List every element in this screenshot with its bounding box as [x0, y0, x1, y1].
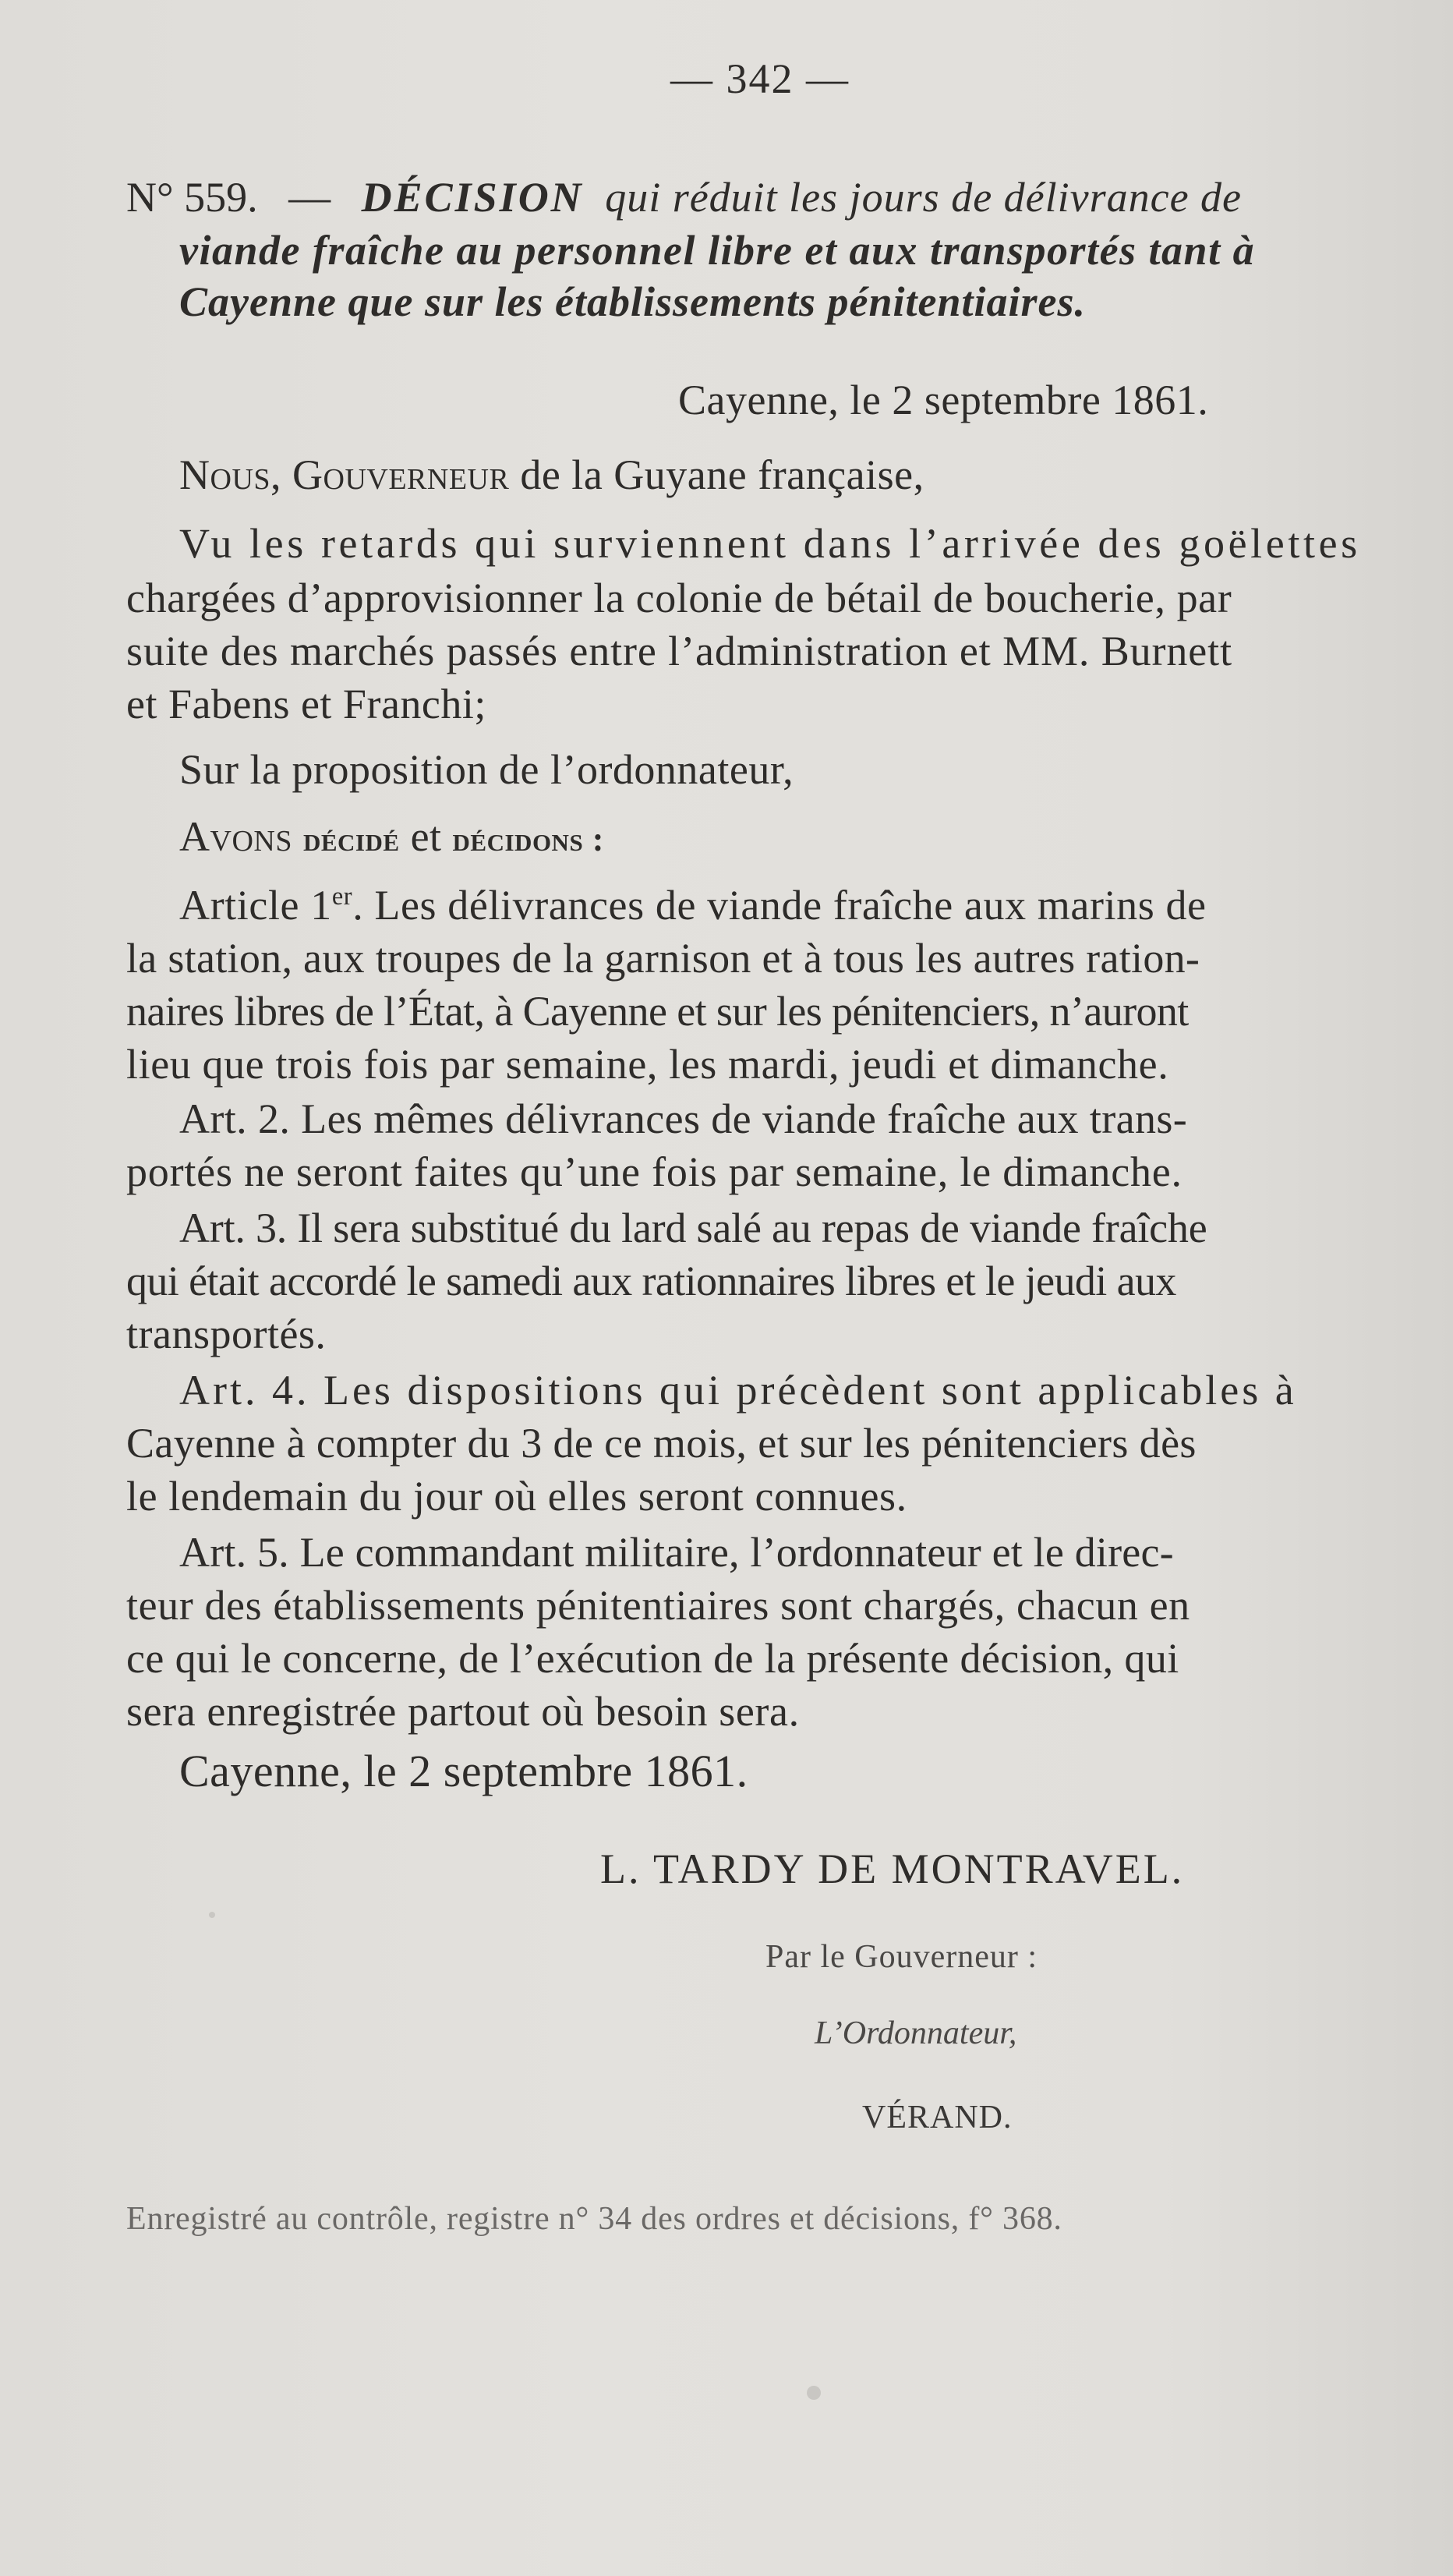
proposition: Sur la proposition de l’ordonnateur,	[179, 746, 794, 793]
avons-word: Avons	[179, 813, 292, 860]
article-4-line-1	[179, 1366, 1367, 1414]
heading-dash: —	[288, 174, 331, 221]
vu-line-2: chargées d’approvisionner la colonie de bétail de boucherie, par	[126, 575, 1232, 621]
article-3-line-1: Art. 3. Il sera substitué du lard salé au repas de viande fraîche	[179, 1205, 1207, 1251]
dateline: Cayenne, le 2 septembre 1861.	[678, 377, 1209, 423]
article-4-line-3: le lendemain du jour où elles seront connues.	[126, 1473, 907, 1520]
registration-note: Enregistré au contrôle, registre n° 34 des ordres et décisions, f° 368.	[126, 2201, 1062, 2237]
article-1-line-3: naires libres de l’État, à Cayenne et sur les pénitenciers, n’auront	[126, 988, 1189, 1035]
vu-line-1-text: Vu les retards qui surviennent dans l’arrivée des goëlettes	[179, 520, 1361, 567]
decidons-word: décidons :	[452, 820, 604, 858]
decision-heading-line-3: Cayenne que sur les établissements pénitentiaires.	[179, 278, 1087, 325]
vu-line-4: et Fabens et Franchi;	[126, 681, 486, 727]
article-2-line-2: portés ne seront faites qu’une fois par semaine, le dimanche.	[126, 1148, 1183, 1195]
article-1-line-2: la station, aux troupes de la garnison et à tous les autres ration-	[126, 935, 1200, 982]
article-1-line-4: lieu que trois fois par semaine, les mardi, jeudi et dimanche.	[126, 1041, 1169, 1088]
preamble-rest: de la Guyane française,	[520, 451, 924, 498]
decision-heading-line-2: viande fraîche au personnel libre et aux transportés tant à	[179, 227, 1256, 274]
vu-line-1	[179, 519, 1367, 568]
nous-word: Nous	[179, 451, 271, 498]
vu-line-3: suite des marchés passés entre l’administration et MM. Burnett	[126, 628, 1232, 674]
decision-number: N° 559.	[126, 174, 258, 221]
par-le-gouverneur: Par le Gouverneur :	[765, 1939, 1038, 1975]
article-5-line-4: sera enregistrée partout où besoin sera.	[126, 1688, 800, 1735]
article-3-line-2: qui était accordé le samedi aux rationnaires libres et le jeudi aux	[126, 1258, 1176, 1304]
decision-title-rest: qui réduit les jours de délivrance de	[605, 174, 1243, 221]
et-word: et	[410, 813, 442, 860]
article-3-line-3: transportés.	[126, 1311, 327, 1357]
signatory-name: L. TARDY DE MONTRAVEL.	[600, 1845, 1185, 1892]
article-4-line-1-text: Art. 4. Les dispositions qui précèdent sont applicables à	[179, 1367, 1297, 1414]
decision-heading-line-1	[126, 173, 1242, 221]
decide-word: décidé	[302, 820, 400, 858]
ordonnateur-role: L’Ordonnateur,	[815, 2015, 1017, 2051]
paper-speck	[807, 2386, 821, 2400]
decision-title: DÉCISION	[361, 174, 584, 221]
article-1-line-1	[179, 881, 1207, 929]
article-1-label: Article 1	[179, 882, 332, 929]
article-2-line-1: Art. 2. Les mêmes délivrances de viande fraîche aux trans-	[179, 1095, 1188, 1142]
avons-decide	[179, 812, 604, 861]
closing-date: Cayenne, le 2 septembre 1861.	[179, 1746, 748, 1796]
article-5-line-3: ce qui le concerne, de l’exécution de la présente décision, qui	[126, 1635, 1179, 1682]
gouverneur-word: Gouverneur	[292, 451, 510, 498]
article-5-line-2: teur des établissements pénitentiaires sont chargés, chacun en	[126, 1582, 1190, 1629]
countersigner-name: VÉRAND.	[862, 2100, 1013, 2135]
nous-comma: ,	[270, 451, 282, 498]
paper-speck	[209, 1912, 215, 1918]
article-1-sup: er	[331, 883, 353, 911]
article-4-line-2: Cayenne à compter du 3 de ce mois, et sur les pénitenciers dès	[126, 1420, 1197, 1467]
article-1-text: . Les délivrances de viande fraîche aux marins de	[352, 882, 1207, 929]
page-number: — 342 —	[670, 55, 850, 102]
article-5-line-1: Art. 5. Le commandant militaire, l’ordonnateur et le direc-	[179, 1529, 1174, 1576]
preamble	[179, 451, 924, 499]
